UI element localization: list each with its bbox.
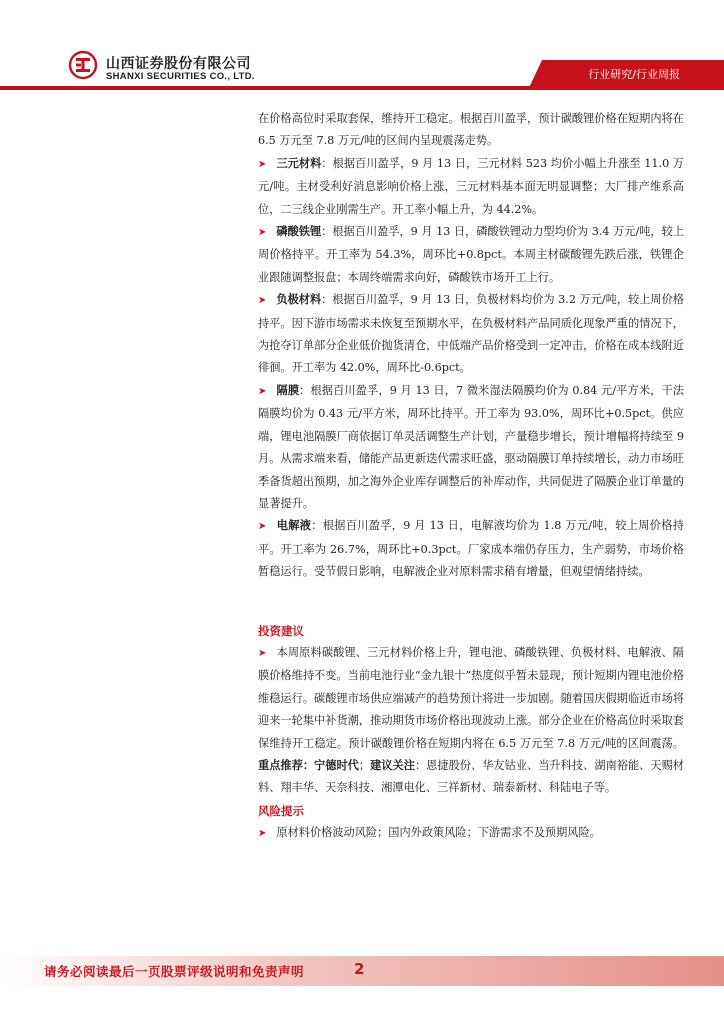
item-separator [258, 380, 684, 515]
intro-paragraph: 在价格高位时采取套保，维持开工稳定。根据百川盈孚，预计碳酸锂价格在短期内将在 6.5 万元至 7.8 万元/吨的区间内呈现震荡走势。 [258, 112, 684, 148]
item-text: ：根据百川盈孚，9 月 13 日，电解液均价为 1.8 万元/吨，较上周价格持平。开工率为 26.7%，周环比+0.3pct。厂家成本端仍存压力，生产弱势，市场价格暂稳运行。受节假日影响，电解液企业对原料需求稍有增量，但观望情绪持续。 [258, 519, 684, 579]
item-term: 隔膜 [276, 383, 300, 397]
risk-text: 原材料价格波动风险；国内外政策风险；下游需求不及预期风险。 [276, 826, 601, 840]
arrow-bullet-icon: ➤ [258, 647, 267, 659]
item-anode [258, 289, 684, 380]
invest-sep: ； [358, 758, 371, 772]
risk-heading: 风险提示 [258, 803, 304, 818]
invest-paragraph [258, 642, 684, 800]
invest-text-a: 本周原料碳酸锂、三元材料价格上升，锂电池、磷酸铁锂、负极材料、电解液、隔膜价格维持不变。当前电池行业“金九银十”热度似乎暂未显现，预计短期内锂电池价格维稳运行。碳酸锂市场供应端减产的趋势预计将进一步加剧。随着国庆假期临近市场将迎来一轮集中补货潮，推动期货市场价格出现波动上涨。部分企业在价格高位时采取套保维持开工稳定。预计碳酸锂价格在短期内将在 6.5 万元至 7.8 万元/吨的区间震荡。 [258, 645, 684, 750]
item-term: 电解液 [276, 519, 312, 533]
item-text: ：根据百川盈孚，9 月 13 日，负极材料均价为 3.2 万元/吨，较上周价格持平。因下游市场需求未恢复至预期水平，在负极材料产品同质化现象严重的情况下，为抢夺订单部分企业低价抛货清仓，中低端产品价格受到一定冲击，价格在成本线附近徘徊。开工率为 42.0%，周环比-0.6pct。 [258, 293, 684, 375]
header-divider [0, 86, 724, 90]
item-term: 负极材料 [276, 293, 322, 307]
page-header [0, 0, 724, 92]
arrow-bullet-icon: ➤ [258, 828, 267, 840]
arrow-bullet-icon: ➤ [258, 158, 267, 170]
company-name-en: SHANXI SECURITIES CO., LTD. [106, 71, 255, 82]
item-text: ：根据百川盈孚，9 月 13 日，三元材料 523 均价小幅上升涨至 11.0 万元/吨。主材受利好消息影响价格上涨，三元材料基本面无明显调整；大厂排产维系高位，二三线企业刚需生产。开工率小幅上升，为 44.2%。 [258, 156, 684, 216]
invest-heading: 投资建议 [258, 623, 304, 638]
shanxi-securities-logo-icon [68, 50, 98, 80]
invest-text-b: ：恩捷股份、华友钴业、当升科技、湖南裕能、天赐材料、翔丰华、天奈科技、湘潭电化、三祥新材、瑞泰新材、科陆电子等。 [258, 758, 684, 795]
arrow-bullet-icon: ➤ [258, 385, 267, 397]
invest-watch-label: 建议关注 [370, 758, 415, 772]
section-tag: 行业研究/行业周报 [588, 68, 680, 81]
risk-paragraph [258, 822, 684, 845]
invest-key-recommend: 重点推荐：宁德时代 [258, 758, 359, 772]
item-text: ：根据百川盈孚，9 月 13 日，7 微米湿法隔膜均价为 0.84 元/平方米，干法隔膜均价为 0.43 元/平方米，周环比持平。开工率为 93.0%，周环比+0.5pct。供应端，锂电池隔膜厂商依据订单灵活调整生产计划，产量稳步增长，预计增幅将持续至 9 月。从需求端来看，储能产品更新迭代需求旺盛，驱动隔膜订单持续增长，动力市场旺季备货超出预期，加之海外企业库存调整后的补库动作，共同促进了隔膜企业订单量的显著提升。 [258, 383, 684, 510]
company-name-cn: 山西证券股份有限公司 [106, 56, 251, 72]
arrow-bullet-icon: ➤ [258, 295, 267, 307]
item-term: 三元材料 [276, 156, 322, 170]
arrow-bullet-icon: ➤ [258, 521, 267, 533]
item-term: 磷酸铁锂 [276, 225, 322, 239]
arrow-bullet-icon: ➤ [258, 227, 267, 239]
report-body [258, 108, 684, 846]
item-ternary [258, 153, 684, 221]
footer-disclaimer: 请务必阅读最后一页股票评级说明和免责声明 [44, 964, 305, 979]
spacer [258, 584, 684, 620]
page-number: 2 [354, 960, 365, 978]
item-electrolyte [258, 515, 684, 583]
item-lfp [258, 221, 684, 289]
item-text: ：根据百川盈孚，9 月 13 日，磷酸铁锂动力型均价为 3.4 万元/吨，较上周价格持平。开工率为 54.3%，周环比+0.8pct。本周主材碳酸锂先跌后涨，铁锂企业跟随调整报盘；本周终端需求向好，磷酸铁市场开工上行。 [258, 225, 684, 284]
